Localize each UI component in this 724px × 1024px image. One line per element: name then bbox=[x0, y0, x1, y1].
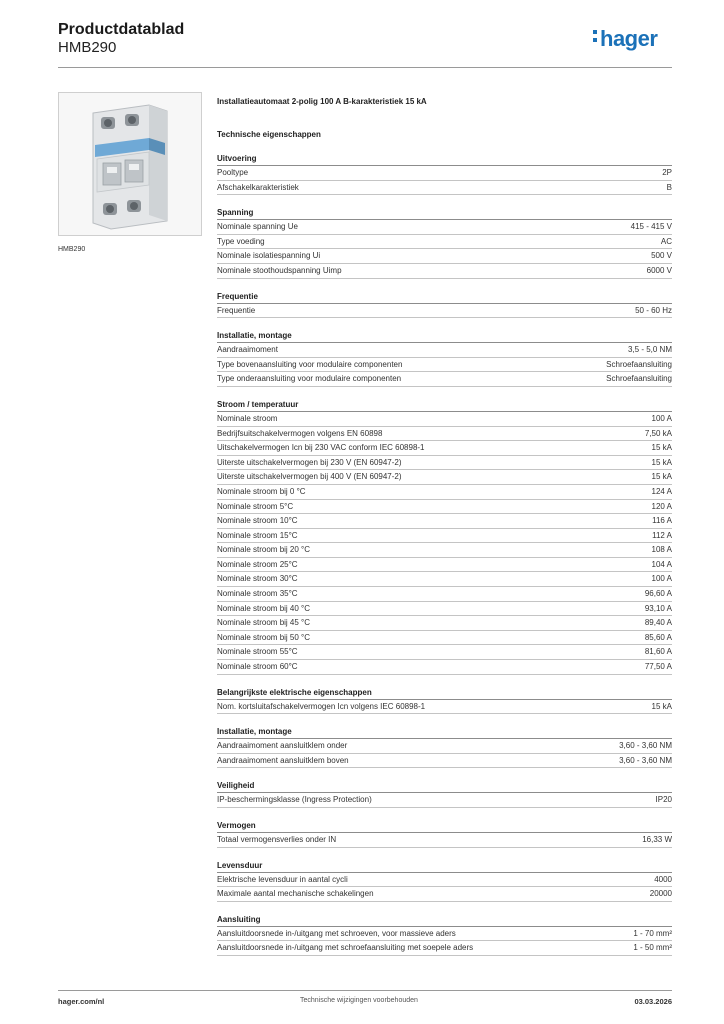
circuit-breaker-icon bbox=[59, 93, 201, 235]
spec-value: 100 A bbox=[651, 413, 672, 423]
spec-group bbox=[217, 819, 672, 848]
spec-label: Type voeding bbox=[217, 236, 265, 246]
spec-group bbox=[217, 686, 672, 715]
spec-label: Nominale stroom bbox=[217, 413, 278, 423]
spec-row bbox=[217, 941, 672, 956]
spec-value: 15 kA bbox=[651, 443, 672, 453]
spec-value: 1 - 70 mm² bbox=[633, 928, 672, 938]
spec-value: 50 - 60 Hz bbox=[635, 305, 672, 315]
spec-value: IP20 bbox=[655, 795, 672, 805]
spec-label: Type bovenaansluiting voor modulaire componenten bbox=[217, 359, 403, 369]
spec-row bbox=[217, 873, 672, 888]
spec-group bbox=[217, 290, 672, 319]
spec-value: 7,50 kA bbox=[644, 428, 672, 438]
spec-row bbox=[217, 754, 672, 769]
spec-label: Nominale spanning Ue bbox=[217, 222, 298, 232]
spec-label: Nominale stroom bij 50 °C bbox=[217, 632, 311, 642]
spec-row bbox=[217, 572, 672, 587]
spec-value: 2P bbox=[662, 168, 672, 177]
spec-label: Bedrijfsuitschakelvermogen volgens EN 60898 bbox=[217, 428, 383, 438]
spec-value: 93,10 A bbox=[644, 603, 672, 613]
spec-label: Afschakelkarakteristiek bbox=[217, 182, 299, 192]
spec-group bbox=[217, 725, 672, 768]
spec-row bbox=[217, 441, 672, 456]
logo-colon-icon bbox=[593, 27, 598, 46]
spec-row bbox=[217, 220, 672, 235]
spec-label: IP-beschermingsklasse (Ingress Protection) bbox=[217, 795, 372, 805]
spec-label: Elektrische levensduur in aantal cycli bbox=[217, 874, 348, 884]
spec-value: 15 kA bbox=[651, 472, 672, 482]
spec-label: Nominale stroom 10°C bbox=[217, 516, 298, 526]
spec-value: 96,60 A bbox=[644, 589, 672, 599]
group-title: Belangrijkste elektrische eigenschappen bbox=[217, 686, 672, 700]
spec-label: Aandraaimoment aansluitklem onder bbox=[217, 741, 348, 751]
spec-row bbox=[217, 358, 672, 373]
spec-row bbox=[217, 456, 672, 471]
spec-row bbox=[217, 249, 672, 264]
group-title: Frequentie bbox=[217, 290, 672, 304]
group-title: Vermogen bbox=[217, 819, 672, 833]
spec-group bbox=[217, 913, 672, 956]
spec-label: Nominale stroom 25°C bbox=[217, 559, 298, 569]
spec-group bbox=[217, 152, 672, 195]
spec-value: Schroefaansluiting bbox=[606, 374, 672, 384]
footer-website[interactable]: hager.com/nl bbox=[58, 997, 105, 1006]
spec-row bbox=[217, 660, 672, 675]
product-code: HMB290 bbox=[58, 39, 117, 56]
spec-groups bbox=[217, 152, 672, 956]
spec-row bbox=[217, 500, 672, 515]
spec-value: 6000 V bbox=[646, 265, 672, 275]
spec-row bbox=[217, 631, 672, 646]
spec-row bbox=[217, 235, 672, 250]
spec-value: 15 kA bbox=[651, 457, 672, 467]
group-title: Levensduur bbox=[217, 859, 672, 873]
spec-label: Nominale stroom 15°C bbox=[217, 530, 298, 540]
spec-value: 415 - 415 V bbox=[630, 222, 672, 232]
spec-value: 3,60 - 3,60 NM bbox=[619, 741, 672, 751]
spec-value: 104 A bbox=[651, 559, 672, 569]
spec-value: 3,5 - 5,0 NM bbox=[627, 345, 672, 355]
spec-value: 120 A bbox=[651, 501, 672, 511]
spec-value: Schroefaansluiting bbox=[606, 359, 672, 369]
header-divider bbox=[58, 67, 672, 68]
spec-row bbox=[217, 427, 672, 442]
logo-text: hager bbox=[600, 26, 658, 51]
spec-label: Aandraaimoment aansluitklem boven bbox=[217, 755, 349, 765]
group-title: Installatie, montage bbox=[217, 725, 672, 739]
spec-value: 20000 bbox=[649, 889, 672, 899]
spec-value: AC bbox=[660, 236, 672, 246]
spec-row bbox=[217, 558, 672, 573]
spec-value: 4000 bbox=[654, 874, 672, 884]
spec-label: Type onderaansluiting voor modulaire componenten bbox=[217, 374, 402, 384]
spec-label: Totaal vermogensverlies onder IN bbox=[217, 835, 337, 844]
spec-value: 112 A bbox=[652, 530, 672, 540]
spec-label: Nom. kortsluitafschakelvermogen Icn volgens IEC 60898-1 bbox=[217, 701, 426, 711]
group-title: Stroom / temperatuur bbox=[217, 398, 672, 412]
spec-row bbox=[217, 529, 672, 544]
spec-row bbox=[217, 700, 672, 715]
spec-row bbox=[217, 602, 672, 617]
spec-value: 500 V bbox=[651, 251, 672, 261]
footer-date: 03.03.2026 bbox=[634, 997, 672, 1006]
spec-label: Nominale stoothoudspanning Uimp bbox=[217, 265, 342, 275]
spec-value: 15 kA bbox=[651, 701, 672, 711]
group-title: Spanning bbox=[217, 206, 672, 220]
spec-row bbox=[217, 543, 672, 558]
footer-disclaimer: Technische wijzigingen voorbehouden bbox=[300, 997, 418, 1004]
spec-label: Nominale stroom bij 40 °C bbox=[217, 603, 311, 613]
spec-value: 16,33 W bbox=[642, 835, 672, 844]
spec-row bbox=[217, 343, 672, 358]
spec-label: Aansluitdoorsnede in-/uitgang met schroeven, voor massieve aders bbox=[217, 928, 456, 938]
product-image bbox=[58, 92, 202, 236]
spec-row bbox=[217, 304, 672, 319]
spec-value: 85,60 A bbox=[644, 632, 672, 642]
spec-label: Nominale stroom bij 0 °C bbox=[217, 486, 306, 496]
hager-logo bbox=[593, 27, 657, 50]
spec-row bbox=[217, 470, 672, 485]
spec-label: Nominale stroom 30°C bbox=[217, 574, 298, 584]
spec-row bbox=[217, 372, 672, 387]
page-title: Productdatablad bbox=[58, 21, 185, 38]
spec-label: Nominale stroom 35°C bbox=[217, 589, 298, 599]
group-title: Uitvoering bbox=[217, 152, 672, 166]
spec-row bbox=[217, 587, 672, 602]
spec-row bbox=[217, 485, 672, 500]
spec-value: 116 A bbox=[652, 516, 672, 526]
spec-group bbox=[217, 859, 672, 902]
spec-label: Aandraaimoment bbox=[217, 345, 278, 355]
spec-label: Nominale stroom 60°C bbox=[217, 662, 298, 672]
spec-label: Nominale stroom bij 45 °C bbox=[217, 618, 311, 628]
spec-row bbox=[217, 887, 672, 902]
spec-group bbox=[217, 206, 672, 278]
spec-row bbox=[217, 181, 672, 196]
spec-value: 108 A bbox=[651, 545, 672, 555]
spec-value: 81,60 A bbox=[644, 647, 672, 657]
spec-row bbox=[217, 412, 672, 427]
spec-label: Aansluitdoorsnede in-/uitgang met schroefaansluiting met soepele aders bbox=[217, 943, 474, 953]
spec-row bbox=[217, 616, 672, 631]
section-title: Technische eigenschappen bbox=[217, 130, 321, 139]
footer-divider bbox=[58, 990, 672, 991]
image-caption: HMB290 bbox=[58, 246, 86, 253]
spec-value: B bbox=[666, 182, 672, 192]
group-title: Installatie, montage bbox=[217, 329, 672, 343]
spec-value: 89,40 A bbox=[644, 618, 672, 628]
spec-value: 100 A bbox=[651, 574, 672, 584]
spec-row bbox=[217, 833, 672, 848]
spec-label: Frequentie bbox=[217, 305, 256, 315]
spec-value: 1 - 50 mm² bbox=[633, 943, 672, 953]
spec-content bbox=[217, 95, 672, 956]
spec-value: 77,50 A bbox=[644, 662, 672, 672]
group-title: Veiligheid bbox=[217, 779, 672, 793]
product-description: Installatieautomaat 2-polig 100 A B-karakteristiek 15 kA bbox=[217, 97, 427, 106]
spec-group bbox=[217, 398, 672, 675]
spec-group bbox=[217, 779, 672, 808]
spec-row bbox=[217, 927, 672, 942]
spec-label: Uiterste uitschakelvermogen bij 400 V (EN 60947-2) bbox=[217, 472, 402, 482]
spec-label: Nominale isolatiespanning Ui bbox=[217, 251, 321, 261]
spec-row bbox=[217, 739, 672, 754]
spec-label: Maximale aantal mechanische schakelingen bbox=[217, 889, 374, 899]
spec-value: 3,60 - 3,60 NM bbox=[619, 755, 672, 765]
group-title: Aansluiting bbox=[217, 913, 672, 927]
spec-row bbox=[217, 264, 672, 279]
spec-label: Pooltype bbox=[217, 168, 249, 177]
spec-label: Uitschakelvermogen Icn bij 230 VAC conform IEC 60898-1 bbox=[217, 443, 425, 453]
spec-row bbox=[217, 793, 672, 808]
spec-label: Nominale stroom bij 20 °C bbox=[217, 545, 311, 555]
spec-row bbox=[217, 645, 672, 660]
spec-label: Uiterste uitschakelvermogen bij 230 V (EN 60947-2) bbox=[217, 457, 402, 467]
spec-row bbox=[217, 166, 672, 181]
spec-label: Nominale stroom 5°C bbox=[217, 501, 294, 511]
spec-value: 124 A bbox=[651, 486, 672, 496]
spec-group bbox=[217, 329, 672, 387]
spec-label: Nominale stroom 55°C bbox=[217, 647, 298, 657]
spec-row bbox=[217, 514, 672, 529]
